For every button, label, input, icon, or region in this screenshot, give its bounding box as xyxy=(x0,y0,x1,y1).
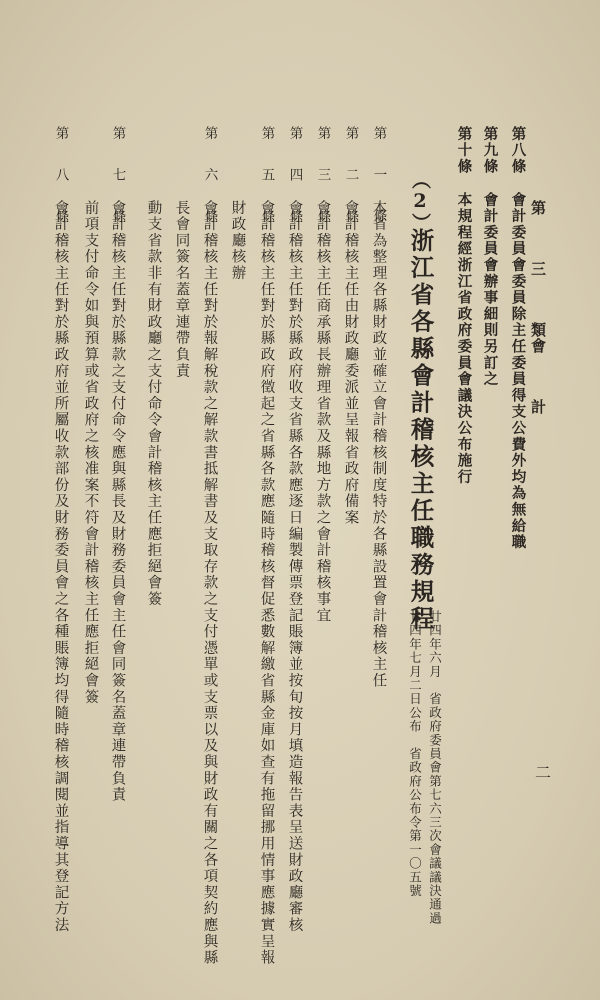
article-text: 會計稽核主任對於縣政府徵起之省縣各款應隨時稽核督促悉數解繳省縣金庫如查有拖留挪用情事應據實呈報 xyxy=(258,200,275,967)
article-paragraph: 前項支付命令如與預算或省政府之核准案不符會計稽核主任應拒絕會簽 xyxy=(82,200,99,706)
article-number: 第 七 條 xyxy=(109,126,126,229)
prev-rule-num: 第八條 xyxy=(509,126,527,175)
article-text: 會計稽核主任由財政廳委派並呈報省政府備案 xyxy=(342,200,359,526)
article-text: 會計稽核主任對於縣政府並所屬收款部份及財務委員會之各種賬簿均得隨時稽核調閱並指導其登記方法 xyxy=(52,200,69,934)
article-text: 會計稽核主任對於縣款之支付命令應與縣長及財務委員會主任會同簽名蓋章連帶負責 xyxy=(109,200,126,804)
article-number: 第 八 條 xyxy=(52,126,69,229)
prev-rule-text: 本規程經浙江省政府委員會議決公布施行 xyxy=(455,192,473,486)
article-number: 第 五 條 xyxy=(258,126,275,229)
document-number: （2） xyxy=(409,170,431,233)
section-header: 會 計 xyxy=(529,338,547,428)
prev-rule-text: 會計委員會辦事細則另訂之 xyxy=(481,192,499,388)
article-number: 第 二 條 xyxy=(342,126,359,229)
article-text-continued: 財政廳核辦 xyxy=(229,200,246,282)
article-text-continued: 長會同簽名蓋章連帶負責 xyxy=(173,200,190,380)
article-text: 會計稽核主任對於縣政府收支省縣各款應逐日編製傳票登記賬簿並按旬按月填造報告表呈送財政廳審核 xyxy=(286,200,303,934)
document-note-1: 廿四年六月 省政府委員會第七六三次會議議決通過 xyxy=(427,610,443,926)
category-header: 第 三 類 xyxy=(529,200,547,351)
prev-rule-text: 會計委員會委員除主任委員得支公費外均為無給職 xyxy=(509,192,527,551)
document-title: 浙江省各縣會計稽核主任職務規程 xyxy=(406,228,435,633)
article-text: 會計稽核主任商承縣長辦理省款及縣地方款之會計稽核事宜 xyxy=(314,200,331,624)
prev-rule-num: 第十條 xyxy=(455,126,473,175)
prev-rule-num: 第九條 xyxy=(481,126,499,175)
article-number: 第 四 條 xyxy=(286,126,303,229)
article-text: 會計稽核主任對於報解稅款之解款書抵解書及支取存款之支付憑單或支票以及與財政有關之各項契約應與縣 xyxy=(201,200,218,967)
page-number: 二 xyxy=(535,763,554,782)
article-text: 本省為整理各縣財政並確立會計稽核制度特於各縣設置會計稽核主任 xyxy=(370,200,387,689)
article-number: 第 一 條 xyxy=(370,126,387,229)
document-note-2: 廿四年七月二日公布 省政府公布令第一〇五號 xyxy=(407,610,423,898)
article-paragraph: 動支省款非有財政廳之支付命令會計稽核主任應拒絕會簽 xyxy=(145,200,162,608)
article-number: 第 六 條 xyxy=(201,126,218,229)
article-number: 第 三 條 xyxy=(314,126,331,229)
